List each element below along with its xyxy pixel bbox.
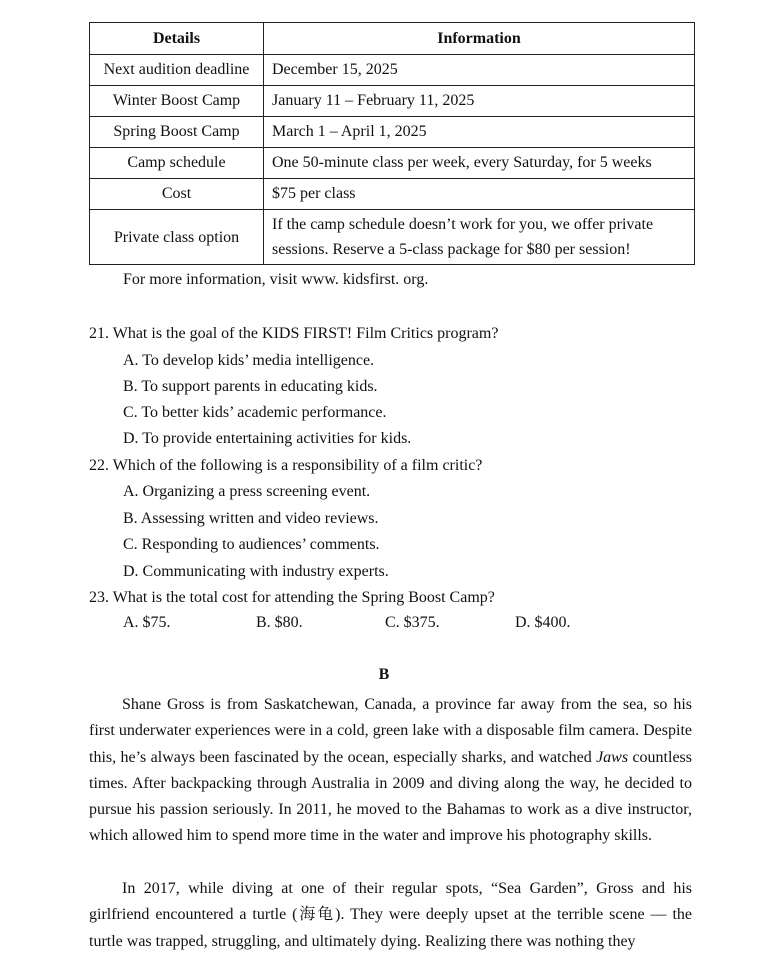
- info-cell: One 50-minute class per week, every Saturday, for 5 weeks: [264, 148, 695, 179]
- question-23: [89, 589, 495, 607]
- info-cell: March 1 – April 1, 2025: [264, 117, 695, 148]
- table-row: [90, 55, 695, 86]
- film-title: Jaws: [596, 748, 629, 766]
- detail-cell: Spring Boost Camp: [90, 117, 264, 148]
- option-22d[interactable]: D. Communicating with industry experts.: [123, 563, 389, 580]
- option-23a[interactable]: A. $75.: [123, 614, 171, 631]
- table-row: [90, 148, 695, 179]
- detail-cell: Winter Boost Camp: [90, 86, 264, 117]
- info-cell: $75 per class: [264, 179, 695, 210]
- table-row: [90, 210, 695, 265]
- option-21a[interactable]: A. To develop kids’ media intelligence.: [123, 352, 375, 369]
- question-22: [89, 457, 482, 475]
- detail-cell: Camp schedule: [90, 148, 264, 179]
- camp-info-table: [89, 22, 695, 265]
- detail-cell: Private class option: [90, 210, 264, 265]
- question-21: [89, 325, 498, 343]
- option-23d[interactable]: D. $400.: [515, 614, 571, 631]
- paragraph-text: Shane Gross is from Saskatchewan, Canada, a province far away from the sea, so his first underwater experiences were in a cold, green lake with a disposable film camera. Despite this, he’s always been fascinated by the ocean, especially sharks, and watched: [89, 696, 692, 766]
- info-cell: If the camp schedule doesn’t work for you, we offer private sessions. Reserve a 5-class package for $80 per session!: [264, 210, 695, 265]
- paragraph-text: countless times. After backpacking through Australia in 2009 and diving along the way, he decided to pursue his passion seriously. In 2011, he moved to the Bahamas to work as a dive instructor, which allowed him to spend more time in the water and improve his photography skills.: [89, 748, 693, 845]
- table-row: [90, 86, 695, 117]
- question-number: 23.: [89, 589, 109, 606]
- option-21b[interactable]: B. To support parents in educating kids.: [123, 378, 378, 395]
- option-22a[interactable]: A. Organizing a press screening event.: [123, 483, 371, 500]
- question-number: 22.: [89, 457, 109, 474]
- table-header-row: [90, 23, 695, 55]
- header-information: Information: [264, 23, 695, 55]
- info-cell: December 15, 2025: [264, 55, 695, 86]
- option-22b[interactable]: B. Assessing written and video reviews.: [123, 510, 379, 527]
- option-21d[interactable]: D. To provide entertaining activities for kids.: [123, 430, 412, 447]
- option-21c[interactable]: C. To better kids’ academic performance.: [123, 404, 387, 421]
- paragraph-text: In 2017, while diving at one of their regular spots, “Sea Garden”, Gross and his girlfriend encountered a turtle (海龟). They were deeply upset at the terrible scene — the turtle was trapped, struggling, and ultimately dying. Realizing there was nothing they: [89, 880, 692, 950]
- option-23b[interactable]: B. $80.: [256, 614, 303, 631]
- table-row: [90, 179, 695, 210]
- option-23c[interactable]: C. $375.: [385, 614, 440, 631]
- header-details: Details: [90, 23, 264, 55]
- option-22c[interactable]: C. Responding to audiences’ comments.: [123, 536, 380, 553]
- passage-paragraph-2: [89, 876, 692, 955]
- passage-paragraph-1: [89, 692, 692, 850]
- question-text: Which of the following is a responsibility of a film critic?: [112, 457, 483, 474]
- detail-cell: Cost: [90, 179, 264, 210]
- info-cell: January 11 – February 11, 2025: [264, 86, 695, 117]
- question-text: What is the goal of the KIDS FIRST! Film Critics program?: [112, 325, 499, 342]
- question-number: 21.: [89, 325, 109, 342]
- more-info-note: For more information, visit www. kidsfirst. org.: [123, 271, 429, 288]
- question-text: What is the total cost for attending the Spring Boost Camp?: [112, 589, 495, 606]
- table-row: [90, 117, 695, 148]
- detail-cell: Next audition deadline: [90, 55, 264, 86]
- section-label: B: [378, 666, 390, 683]
